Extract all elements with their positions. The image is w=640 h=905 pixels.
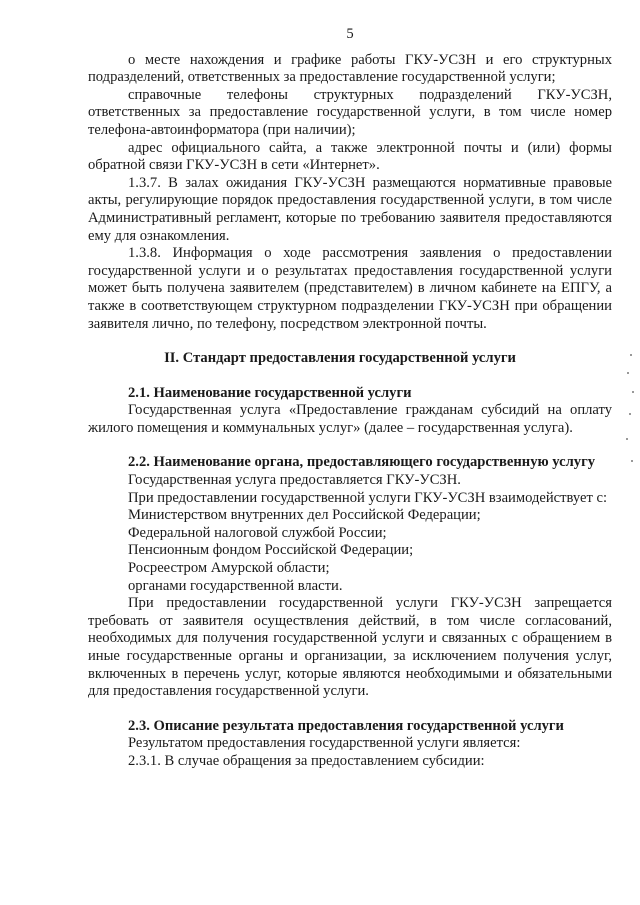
paragraph: При предоставлении государственной услуги ГКУ-УСЗН взаимодействует с:	[128, 489, 608, 506]
paragraph: Результатом предоставления государственной услуги является:	[128, 735, 521, 752]
paragraph: о месте нахождения и графике работы ГКУ-УСЗН и его структурных подразделений, ответственных за предоставление государственной услуги;	[88, 51, 612, 86]
paragraph: органами государственной власти.	[128, 577, 343, 594]
spacer	[88, 333, 612, 350]
paragraph: 1.3.8. Информация о ходе рассмотрения заявления о предоставлении государственной услуги и о результатах предоставления государственной услуги может быть получена заявителем (представителем) в личном кабинете на ЕПГУ, а также в соответствующем структурном подразделении ГКУ-УСЗН при обращении заявителя лично, по телефону, посредством электронной почты.	[88, 245, 612, 332]
paragraph: Министерством внутренних дел Российской Федерации;	[128, 507, 481, 524]
paragraph: 1.3.7. В залах ожидания ГКУ-УСЗН размещаются нормативные правовые акты, регулирующие порядок предоставления государственной услуги, в том числе Административный регламент, которые по требованию заявителя предоставляются ему для ознакомления.	[88, 174, 612, 244]
paragraph: Федеральной налоговой службой России;	[128, 524, 387, 541]
subsection-heading: 2.2. Наименование органа, предоставляющего государственную услугу	[128, 454, 596, 471]
document-body	[88, 52, 612, 771]
paragraph: Государственная услуга «Предоставление гражданам субсидий на оплату жилого помещения и коммунальных услуг» (далее – государственная услуга).	[88, 402, 612, 436]
paragraph: Государственная услуга предоставляется ГКУ-УСЗН.	[128, 472, 461, 489]
paragraph: адрес официального сайта, а также электронной почты и (или) формы обратной связи ГКУ-УСЗН в сети «Интернет».	[88, 139, 612, 174]
paragraph: Росреестром Амурской области;	[128, 560, 330, 577]
scan-specks	[624, 350, 636, 470]
paragraph: справочные телефоны структурных подразделений ГКУ-УСЗН, ответственных за предоставление государственной услуги, в том числе номер телефона-автоинформатора (при наличии);	[88, 86, 612, 138]
paragraph: При предоставлении государственной услуги ГКУ-УСЗН запрещается требовать от заявителя осуществления действий, в том числе согласований, необходимых для получения государственной услуги и связанных с обращением в иные государственные органы и организации, за исключением получения услуг, включенных в перечень услуг, которые являются необходимыми и обязательными для предоставления государственной услуги.	[88, 595, 612, 700]
spacer	[88, 701, 612, 718]
spacer	[88, 437, 612, 454]
section-heading: II. Стандарт предоставления государственной услуги	[164, 350, 516, 367]
spacer	[88, 368, 612, 385]
subsection-heading: 2.1. Наименование государственной услуги	[128, 384, 412, 401]
paragraph: Пенсионным фондом Российской Федерации;	[128, 542, 414, 559]
page-number: 5	[346, 26, 354, 42]
subsection-heading: 2.3. Описание результата предоставления государственной услуги	[128, 717, 564, 734]
paragraph: 2.3.1. В случае обращения за предоставлением субсидии:	[128, 752, 485, 769]
